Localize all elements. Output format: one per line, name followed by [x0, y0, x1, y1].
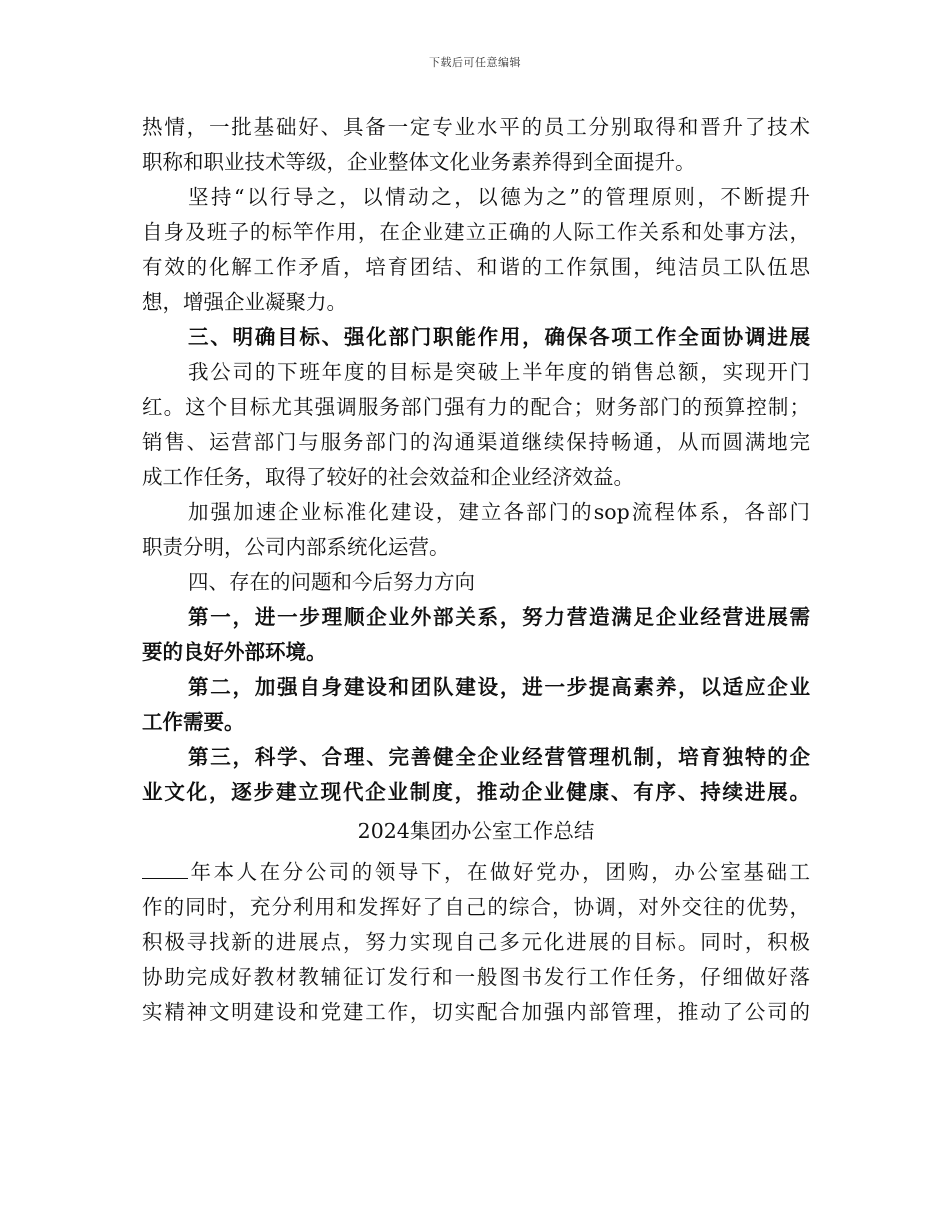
paragraph-line: 有效的化解工作矛盾，培育团结、和谐的工作氛围，纯洁员工队伍思: [142, 255, 810, 279]
paragraph-line: 我公司的下班年度的目标是突破上半年度的销售总额，实现开门: [188, 360, 810, 384]
section-heading: 三、明确目标、强化部门职能作用，确保各项工作全面协调进展: [188, 325, 810, 349]
paragraph-line: 职责分明，公司内部系统化运营。: [142, 535, 450, 559]
paragraph-line: 作的同时，充分利用和发挥好了自己的综合，协调，对外交往的优势，: [142, 895, 810, 919]
paragraph-line: 自身及班子的标竿作用，在企业建立正确的人际工作关系和处事方法，: [142, 220, 810, 244]
section-heading: 四、存在的问题和今后努力方向: [188, 570, 475, 594]
paragraph-line: 积极寻找新的进展点，努力实现自己多元化进展的目标。同时，积极: [142, 930, 810, 954]
paragraph-line: 成工作任务，取得了较好的社会效益和企业经济效益。: [142, 465, 634, 489]
paragraph-line: 工作需要。: [142, 710, 245, 734]
paragraph-line: 热情，一批基础好、具备一定专业水平的员工分别取得和晋升了技术: [142, 115, 810, 139]
paragraph-line: 协助完成好教材教辅征订发行和一般图书发行工作任务，仔细做好落: [142, 965, 810, 989]
document-body: [142, 110, 810, 1030]
paragraph-line-text: 年本人在分公司的领导下，在做好党办，团购，办公室基础工: [188, 860, 810, 884]
paragraph-line: 加强加速企业标准化建设，建立各部门的sop流程体系，各部门: [188, 500, 810, 524]
paragraph-line: 职称和职业技术等级，企业整体文化业务素养得到全面提升。: [142, 150, 696, 174]
blank-underline: [142, 858, 188, 879]
paragraph-line: 第一，进一步理顺企业外部关系，努力营造满足企业经营进展需: [188, 605, 810, 629]
paragraph-line: 红。这个目标尤其强调服务部门强有力的配合；财务部门的预算控制；: [142, 395, 810, 419]
page-header: 下载后可任意编辑: [429, 56, 521, 69]
paragraph-line: 想，增强企业凝聚力。: [142, 290, 347, 314]
paragraph-line: 第三，科学、合理、完善健全企业经营管理机制，培育独特的企: [188, 745, 810, 769]
paragraph-line: 销售、运营部门与服务部门的沟通渠道继续保持畅通，从而圆满地完: [142, 430, 810, 454]
paragraph-line: 业文化，逐步建立现代企业制度，推动企业健康、有序、持续进展。: [142, 780, 810, 804]
paragraph-line: 实精神文明建设和党建工作，切实配合加强内部管理，推动了公司的: [142, 1000, 810, 1024]
paragraph-line: 第二，加强自身建设和团队建设，进一步提高素养，以适应企业: [188, 675, 810, 699]
paragraph-line: 要的良好外部环境。: [142, 640, 327, 664]
paragraph-line: [142, 855, 810, 890]
paragraph-line: 坚持“以行导之，以情动之，以德为之”的管理原则，不断提升: [188, 185, 810, 209]
document-title: 2024集团办公室工作总结: [357, 819, 595, 843]
